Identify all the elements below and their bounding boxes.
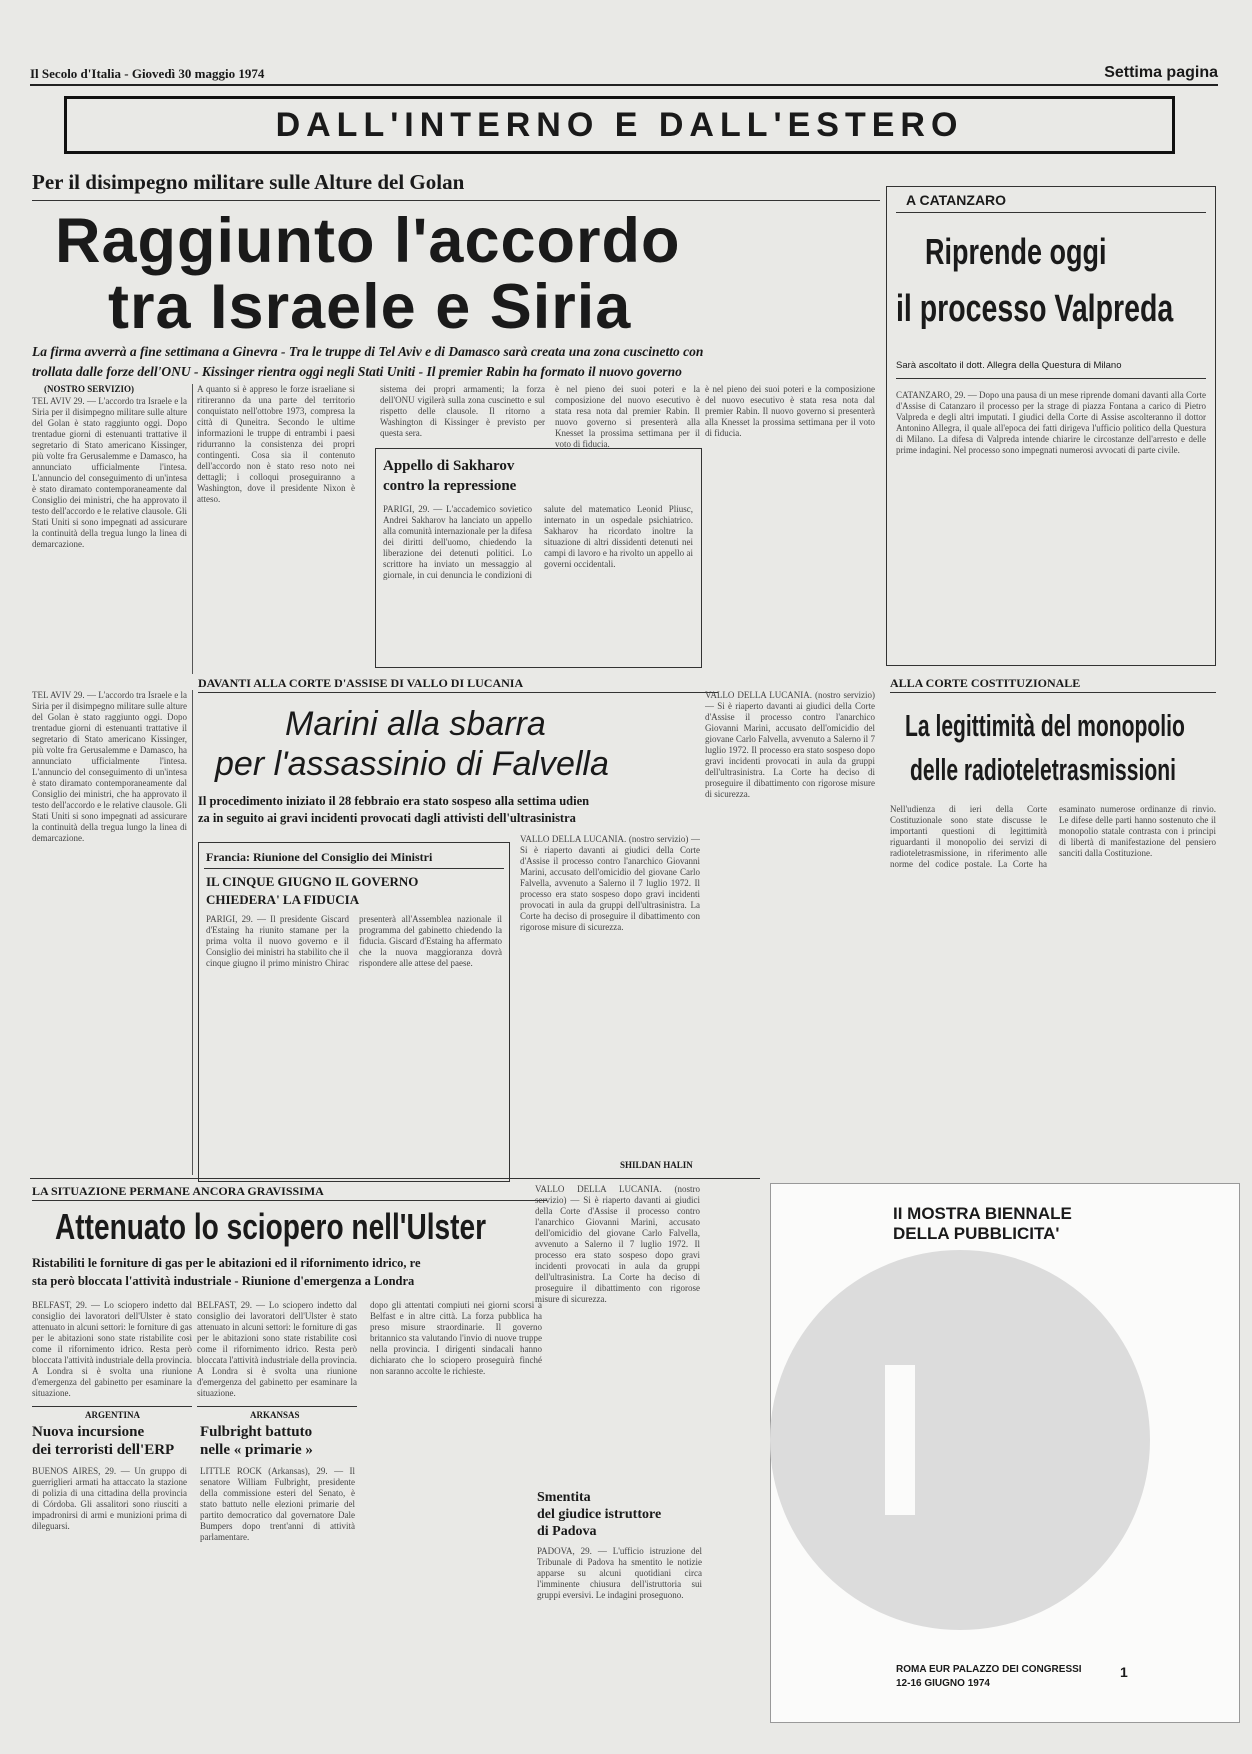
consulta-label: ALLA CORTE COSTITUZIONALE bbox=[890, 676, 1081, 690]
ad-disc-graphic bbox=[770, 1250, 1150, 1630]
column-divider bbox=[192, 384, 193, 674]
ad-title-2: DELLA PUBBLICITA' bbox=[893, 1224, 1060, 1243]
ulster-subhead-1: Ristabiliti le forniture di gas per le abitazioni ed il rifornimento idrico, re bbox=[32, 1256, 421, 1270]
main-kicker: Per il disimpegno militare sulle Alture del Golan bbox=[32, 170, 465, 194]
valpreda-body: CATANZARO, 29. — Dopo una pausa di un mese riprende domani davanti alla Corte d'Assise di Catanzaro il processo per la strage di piazza Fontana a carico di Pietro Valpreda e degli altri imputati. I giudici della Corte di Assise ascolteranno il dottor Antonino Allegra, il quale all'epoca dei fatti dirigeva l'ufficio politico della Questura di Milano. La difesa di Valpreda intende chiarire le circostanze dell'arresto e delle prime indagini. Nel processo sono impegnati numerosi avvocati di parte civile. bbox=[896, 390, 1206, 455]
main-byline: (NOSTRO SERVIZIO) bbox=[44, 384, 134, 394]
marini-label: DAVANTI ALLA CORTE D'ASSISE DI VALLO DI LUCANIA bbox=[198, 676, 524, 690]
ulster-body-col-3: dopo gli attentati compiuti nei giorni scorsi a Belfast e in altre città. La forza pubblica ha preso misure straordinarie. Il governo britannico sta valutando l'invio di nuove truppe nella provincia. I dirigenti sindacali hanno dichiarato che lo sciopero proseguirà finché non saranno accolte le richieste. bbox=[370, 1300, 542, 1376]
ulster-headline: Attenuato lo sciopero nell'Ulster bbox=[55, 1206, 487, 1247]
column-divider bbox=[192, 690, 193, 1175]
ad-footer-1: ROMA EUR PALAZZO DEI CONGRESSI bbox=[896, 1664, 1082, 1675]
main-body-col-2: A quanto si è appreso le forze israeliane si ritireranno da una parte del territorio conquistato nell'ottobre 1973, compresa la città di Quneitra. Secondo le ultime informazioni le truppe di entrambi i paesi ridurranno la consistenza dei propri contingenti. Cosa sia il contenuto dell'accordo non è stato reso noto nei dettagli; i colloqui proseguiranno a Washington, dove il presidente Nixon è atteso. bbox=[197, 384, 355, 504]
main-headline-2: tra Israele e Siria bbox=[108, 272, 632, 342]
main-body-col-4: è nel pieno dei suoi poteri e la composizione del nuovo esecutivo è stata resa nota dal premier Rabin. Il nuovo governo si presenterà alla Knesset la prossima settimana per il voto di fiducia. bbox=[555, 384, 700, 449]
main-subhead-1: La firma avverrà a fine settimana a Ginevra - Tra le truppe di Tel Aviv e di Damasco sarà creata una zona cuscinetto con bbox=[32, 344, 704, 359]
section-banner: DALL'INTERNO E DALL'ESTERO bbox=[64, 96, 1175, 154]
marini-subhead-2: za in seguito ai gravi incidenti provocati dagli attivisti dell'ultrasinistra bbox=[198, 811, 576, 825]
masthead-left: Il Secolo d'Italia - Giovedì 30 maggio 1974 bbox=[30, 66, 265, 81]
arkansas-body: LITTLE ROCK (Arkansas), 29. — Il senatore William Fulbright, presidente della commissione esteri del Senato, è stato battuto nelle elezioni primarie del partito democratico dal governatore Dale Bumpers dopo trent'anni di attività parlamentare. bbox=[200, 1466, 355, 1542]
main-subhead-2: trollata dalle forze dell'ONU - Kissinger rientra oggi negli Stati Uniti - Il premier Rabin ha formato il nuovo governo bbox=[32, 364, 682, 379]
valpreda-headline-2: il processo Valpreda bbox=[896, 288, 1174, 330]
main-kicker-rule bbox=[32, 200, 880, 201]
ulster-top-rule bbox=[30, 1178, 760, 1179]
consulta-rule bbox=[890, 692, 1216, 693]
ulster-label: LA SITUAZIONE PERMANE ANCORA GRAVISSIMA bbox=[32, 1184, 324, 1198]
ulster-label-rule bbox=[32, 1200, 547, 1201]
sakharov-title-2: contro la repressione bbox=[383, 478, 517, 494]
ad-mark: 1 bbox=[1120, 1664, 1128, 1680]
francia-label: Francia: Riunione del Consiglio dei Ministri bbox=[206, 850, 433, 864]
francia-rule bbox=[204, 868, 504, 869]
padova-title-1: Smentita bbox=[537, 1490, 591, 1505]
valpreda-section-label: A CATANZARO bbox=[906, 192, 1007, 208]
padova-title-3: di Padova bbox=[537, 1524, 597, 1539]
padova-title-2: del giudice istruttore bbox=[537, 1507, 662, 1522]
francia-headline-1: IL CINQUE GIUGNO IL GOVERNO bbox=[206, 874, 419, 889]
ulster-body-col-2: BELFAST, 29. — Lo sciopero indetto dal consiglio dei lavoratori dell'Ulster è stato attenuato in alcuni settori: le forniture di gas per le abitazioni sono state ristabilite così come il rifornimento idrico. Resta però bloccata l'attività industriale della provincia. A Londra si è svolta una riunione d'emergenza del gabinetto per esaminare la situazione. bbox=[197, 1300, 357, 1398]
main-body-col-1: TEL AVIV 29. — L'accordo tra Israele e la Siria per il disimpegno militare sulle alture del Golan è stato raggiunto oggi. Dopo trentadue giorni di estenuanti trattative il segretario di Stato americano Kissinger, più volte fra Gerusalemme e Damasco, ha annunciato ufficialmente l'intesa. L'annuncio del conseguimento di un'intesa è stato diramato contemporaneamente dal Consiglio dei ministri, che ha approvato il testo dell'accordo e le relative clausole. Gli Stati Uniti si sono impegnati ad assicurare la continuità della tregua lungo la linea di demarcazione. bbox=[32, 396, 187, 549]
marini-headline-1: Marini alla sbarra bbox=[285, 705, 546, 743]
page-label: Settima pagina bbox=[1104, 64, 1218, 81]
argentina-body: BUENOS AIRES, 29. — Un gruppo di guerriglieri armati ha attaccato la stazione di polizia di una cittadina della provincia di Córdoba. Gli assalitori sono riusciti a impadronirsi di armi e munizioni prima di dileguarsi. bbox=[32, 1466, 187, 1531]
argentina-title-2: dei terroristi dell'ERP bbox=[32, 1442, 175, 1458]
consulta-body: Nell'udienza di ieri della Corte Costituzionale sono state discusse le importanti questioni di legittimità riguardanti il monopolio dei servizi di radioteletrasmissione, in riferimento alle norme del codice postale. La Corte ha esaminato numerose ordinanze di rinvio. Le difese delle parti hanno sostenuto che il monopolio statale contrasta con i principi di libertà di manifestazione del pensiero sanciti dalla Costituzione. bbox=[890, 804, 1216, 869]
main-body-col-5: è nel pieno dei suoi poteri e la composizione del nuovo esecutivo è stata resa nota dal premier Rabin. Il nuovo governo si presenterà alla Knesset la prossima settimana per il voto di fiducia. bbox=[705, 384, 875, 438]
padova-body: PADOVA, 29. — L'ufficio istruzione del Tribunale di Padova ha smentito le notizie apparse su alcuni quotidiani circa l'imminente chiusura dell'istruttoria sui gruppi eversivi. Le indagini proseguono. bbox=[537, 1546, 702, 1600]
valpreda-headline-1: Riprende oggi bbox=[925, 231, 1107, 272]
valpreda-sub-rule bbox=[896, 378, 1206, 379]
padova-lead-body: VALLO DELLA LUCANIA. (nostro servizio) — Si è riaperto davanti ai giudici della Corte d'Assise il processo contro l'anarchico Giovanni Marini, accusato dell'omicidio del giovane Carlo Falvella, avvenuto a Salerno il 7 luglio 1972. Il processo era stato sospeso dopo gravi incidenti provocati in aula da gruppi dell'ultrasinistra. La Corte ha deciso di proseguire il dibattimento con rigorose misure di sicurezza. bbox=[535, 1184, 700, 1304]
argentina-rule bbox=[32, 1406, 192, 1407]
ulster-body-col-1: BELFAST, 29. — Lo sciopero indetto dal consiglio dei lavoratori dell'Ulster è stato attenuato in alcuni settori: le forniture di gas per le abitazioni sono state ristabilite così come il rifornimento idrico. Resta però bloccata l'attività industriale della provincia. A Londra si è svolta una riunione d'emergenza del gabinetto per esaminare la situazione. bbox=[32, 1300, 192, 1398]
main-headline-1: Raggiunto l'accordo bbox=[55, 206, 681, 276]
marini-body: VALLO DELLA LUCANIA. (nostro servizio) — Si è riaperto davanti ai giudici della Corte d'Assise il processo contro l'anarchico Giovanni Marini, accusato dell'omicidio del giovane Carlo Falvella, avvenuto a Salerno il 7 luglio 1972. Il processo era stato sospeso dopo gravi incidenti provocati in aula da gruppi dell'ultrasinistra. La Corte ha deciso di proseguire il dibattimento con rigorose misure di sicurezza. bbox=[520, 834, 700, 932]
arkansas-rule bbox=[197, 1406, 357, 1407]
argentina-label: ARGENTINA bbox=[85, 1410, 141, 1420]
marini-headline-2: per l'assassinio di Falvella bbox=[215, 745, 609, 783]
marini-signature: SHILDAN HALIN bbox=[620, 1160, 693, 1170]
argentina-title-1: Nuova incursione bbox=[32, 1424, 145, 1440]
ad-disc-hole bbox=[885, 1365, 915, 1515]
sakharov-body: PARIGI, 29. — L'accademico sovietico Andrei Sakharov ha lanciato un appello alla comunità internazionale per la difesa dei diritti dell'uomo, chiedendo la liberazione dei detenuti politici. Lo scrittore ha inviato un messaggio al giornale, in cui denuncia le condizioni di salute del matematico Leonid Pliusc, internato in un ospedale psichiatrico. Sakharov ha ricordato inoltre la situazione di altri dissidenti detenuti nei campi di lavoro e ha rivolto un appello ai governi occidentali. bbox=[383, 504, 693, 580]
marini-subhead-1: Il procedimento iniziato il 28 febbraio era stato sospeso alla settima udien bbox=[198, 794, 590, 808]
valpreda-subhead: Sarà ascoltato il dott. Allegra della Questura di Milano bbox=[896, 360, 1122, 371]
main-body-col-3: sistema dei propri armamenti; la forza dell'ONU vigilerà sulla zona cuscinetto e sul rispetto delle clausole. Il ritorno a Washington di Kissinger è previsto per questa sera. bbox=[380, 384, 545, 438]
consulta-headline-2: delle radioteletrasmissioni bbox=[910, 752, 1176, 787]
francia-headline-2: CHIEDERA' LA FIDUCIA bbox=[206, 892, 360, 907]
marini-label-rule bbox=[198, 692, 718, 693]
ulster-subhead-2: sta però bloccata l'attività industriale - Riunione d'emergenza a Londra bbox=[32, 1274, 415, 1288]
ad-title-1: II MOSTRA BIENNALE bbox=[893, 1204, 1072, 1223]
masthead-rule bbox=[30, 84, 1218, 86]
marini-body-col-b: VALLO DELLA LUCANIA. (nostro servizio) — Si è riaperto davanti ai giudici della Corte d'Assise il processo contro l'anarchico Giovanni Marini, accusato dell'omicidio del giovane Carlo Falvella, avvenuto a Salerno il 7 luglio 1972. Il processo era stato sospeso dopo gravi incidenti provocati in aula da gruppi dell'ultrasinistra. La Corte ha deciso di proseguire il dibattimento con rigorose misure di sicurezza. bbox=[705, 690, 875, 799]
sakharov-title-1: Appello di Sakharov bbox=[383, 458, 515, 474]
arkansas-title-1: Fulbright battuto bbox=[200, 1424, 313, 1440]
arkansas-label: ARKANSAS bbox=[250, 1410, 300, 1420]
arkansas-title-2: nelle « primarie » bbox=[200, 1442, 313, 1458]
consulta-headline-1: La legittimità del monopolio bbox=[905, 708, 1185, 743]
valpreda-rule bbox=[896, 212, 1206, 213]
francia-body: PARIGI, 29. — Il presidente Giscard d'Estaing ha riunito stamane per la prima volta il nuovo governo e il Consiglio dei ministri ha stabilito che il cinque giugno il primo ministro Chirac presenterà all'Assemblea nazionale il programma del gabinetto chiedendo la fiducia. Giscard d'Estaing ha affermato che la nuova maggioranza dovrà rispondere alle attese del paese. bbox=[206, 914, 502, 968]
main-body-col-1b: TEL AVIV 29. — L'accordo tra Israele e la Siria per il disimpegno militare sulle alture del Golan è stato raggiunto oggi. Dopo trentadue giorni di estenuanti trattative il segretario di Stato americano Kissinger, più volte fra Gerusalemme e Damasco, ha annunciato ufficialmente l'intesa. L'annuncio del conseguimento di un'intesa è stato diramato contemporaneamente dal Consiglio dei ministri, che ha approvato il testo dell'accordo e le relative clausole. Gli Stati Uniti si sono impegnati ad assicurare la continuità della tregua lungo la linea di demarcazione. bbox=[32, 690, 187, 843]
ad-footer-2: 12-16 GIUGNO 1974 bbox=[896, 1678, 990, 1689]
